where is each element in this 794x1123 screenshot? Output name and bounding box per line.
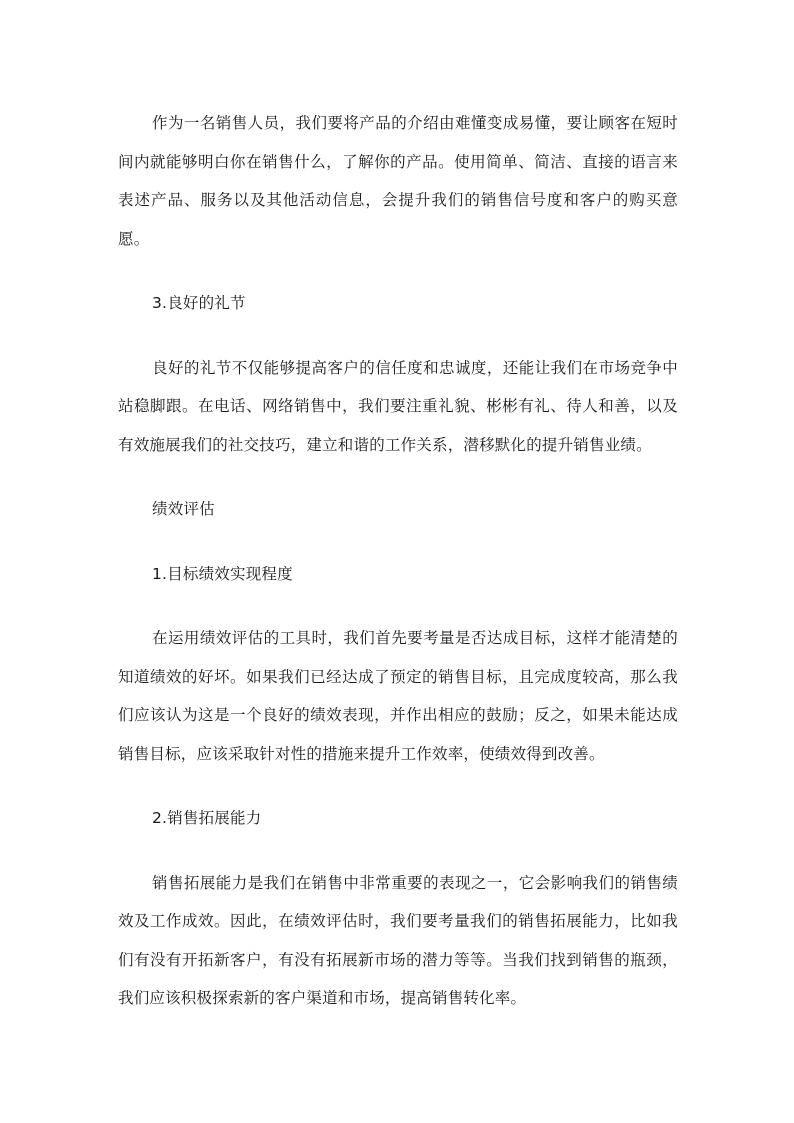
paragraph-etiquette: 良好的礼节不仅能够提高客户的信任度和忠诚度，还能让我们在市场竞争中站稳脚跟。在电话、网络销售中，我们要注重礼貌、彬彬有礼、待人和善，以及有效施展我们的社交技巧，建立和谐的工作关系，潜移默化的提升销售业绩。 <box>118 358 678 454</box>
heading-sales-expansion: 2.销售拓展能力 <box>152 809 262 827</box>
heading-performance-evaluation: 绩效评估 <box>152 500 215 518</box>
heading-target-achievement: 1.目标绩效实现程度 <box>152 564 293 583</box>
paragraph-gap <box>118 593 678 619</box>
paragraph-target-achievement: 在运用绩效评估的工具时，我们首先要考量是否达成目标，这样才能清楚的知道绩效的好坏。如果我们已经达成了预定的销售目标，且完成度较高，那么我们应该认为这是一个良好的绩效表现，并作出相应的鼓励；反之，如果未能达成销售目标，应该采取针对性的措施来提升工作效率，使绩效得到改善。 <box>118 629 678 763</box>
heading-good-etiquette: 3.良好的礼节 <box>152 294 246 312</box>
paragraph-gap <box>118 838 678 864</box>
paragraph-gap <box>118 464 678 490</box>
paragraph-gap <box>118 773 678 799</box>
document-body <box>118 104 678 1018</box>
paragraph-gap <box>118 258 678 284</box>
paragraph-product-intro: 作为一名销售人员，我们要将产品的介绍由难懂变成易懂，要让顾客在短时间内就能够明白你在销售什么，了解你的产品。使用简单、简洁、直接的语言来表述产品、服务以及其他活动信息，会提升我们的销售信号度和客户的购买意愿。 <box>118 114 678 248</box>
paragraph-gap <box>118 323 678 349</box>
paragraph-sales-expansion: 销售拓展能力是我们在销售中非常重要的表现之一，它会影响我们的销售绩效及工作成效。因此，在绩效评估时，我们要考量我们的销售拓展能力，比如我们有没有开拓新客户，有没有拓展新市场的潜力等等。当我们找到销售的瓶颈，我们应该积极探索新的客户渠道和市场，提高销售转化率。 <box>118 873 678 1007</box>
paragraph-gap <box>118 529 678 555</box>
